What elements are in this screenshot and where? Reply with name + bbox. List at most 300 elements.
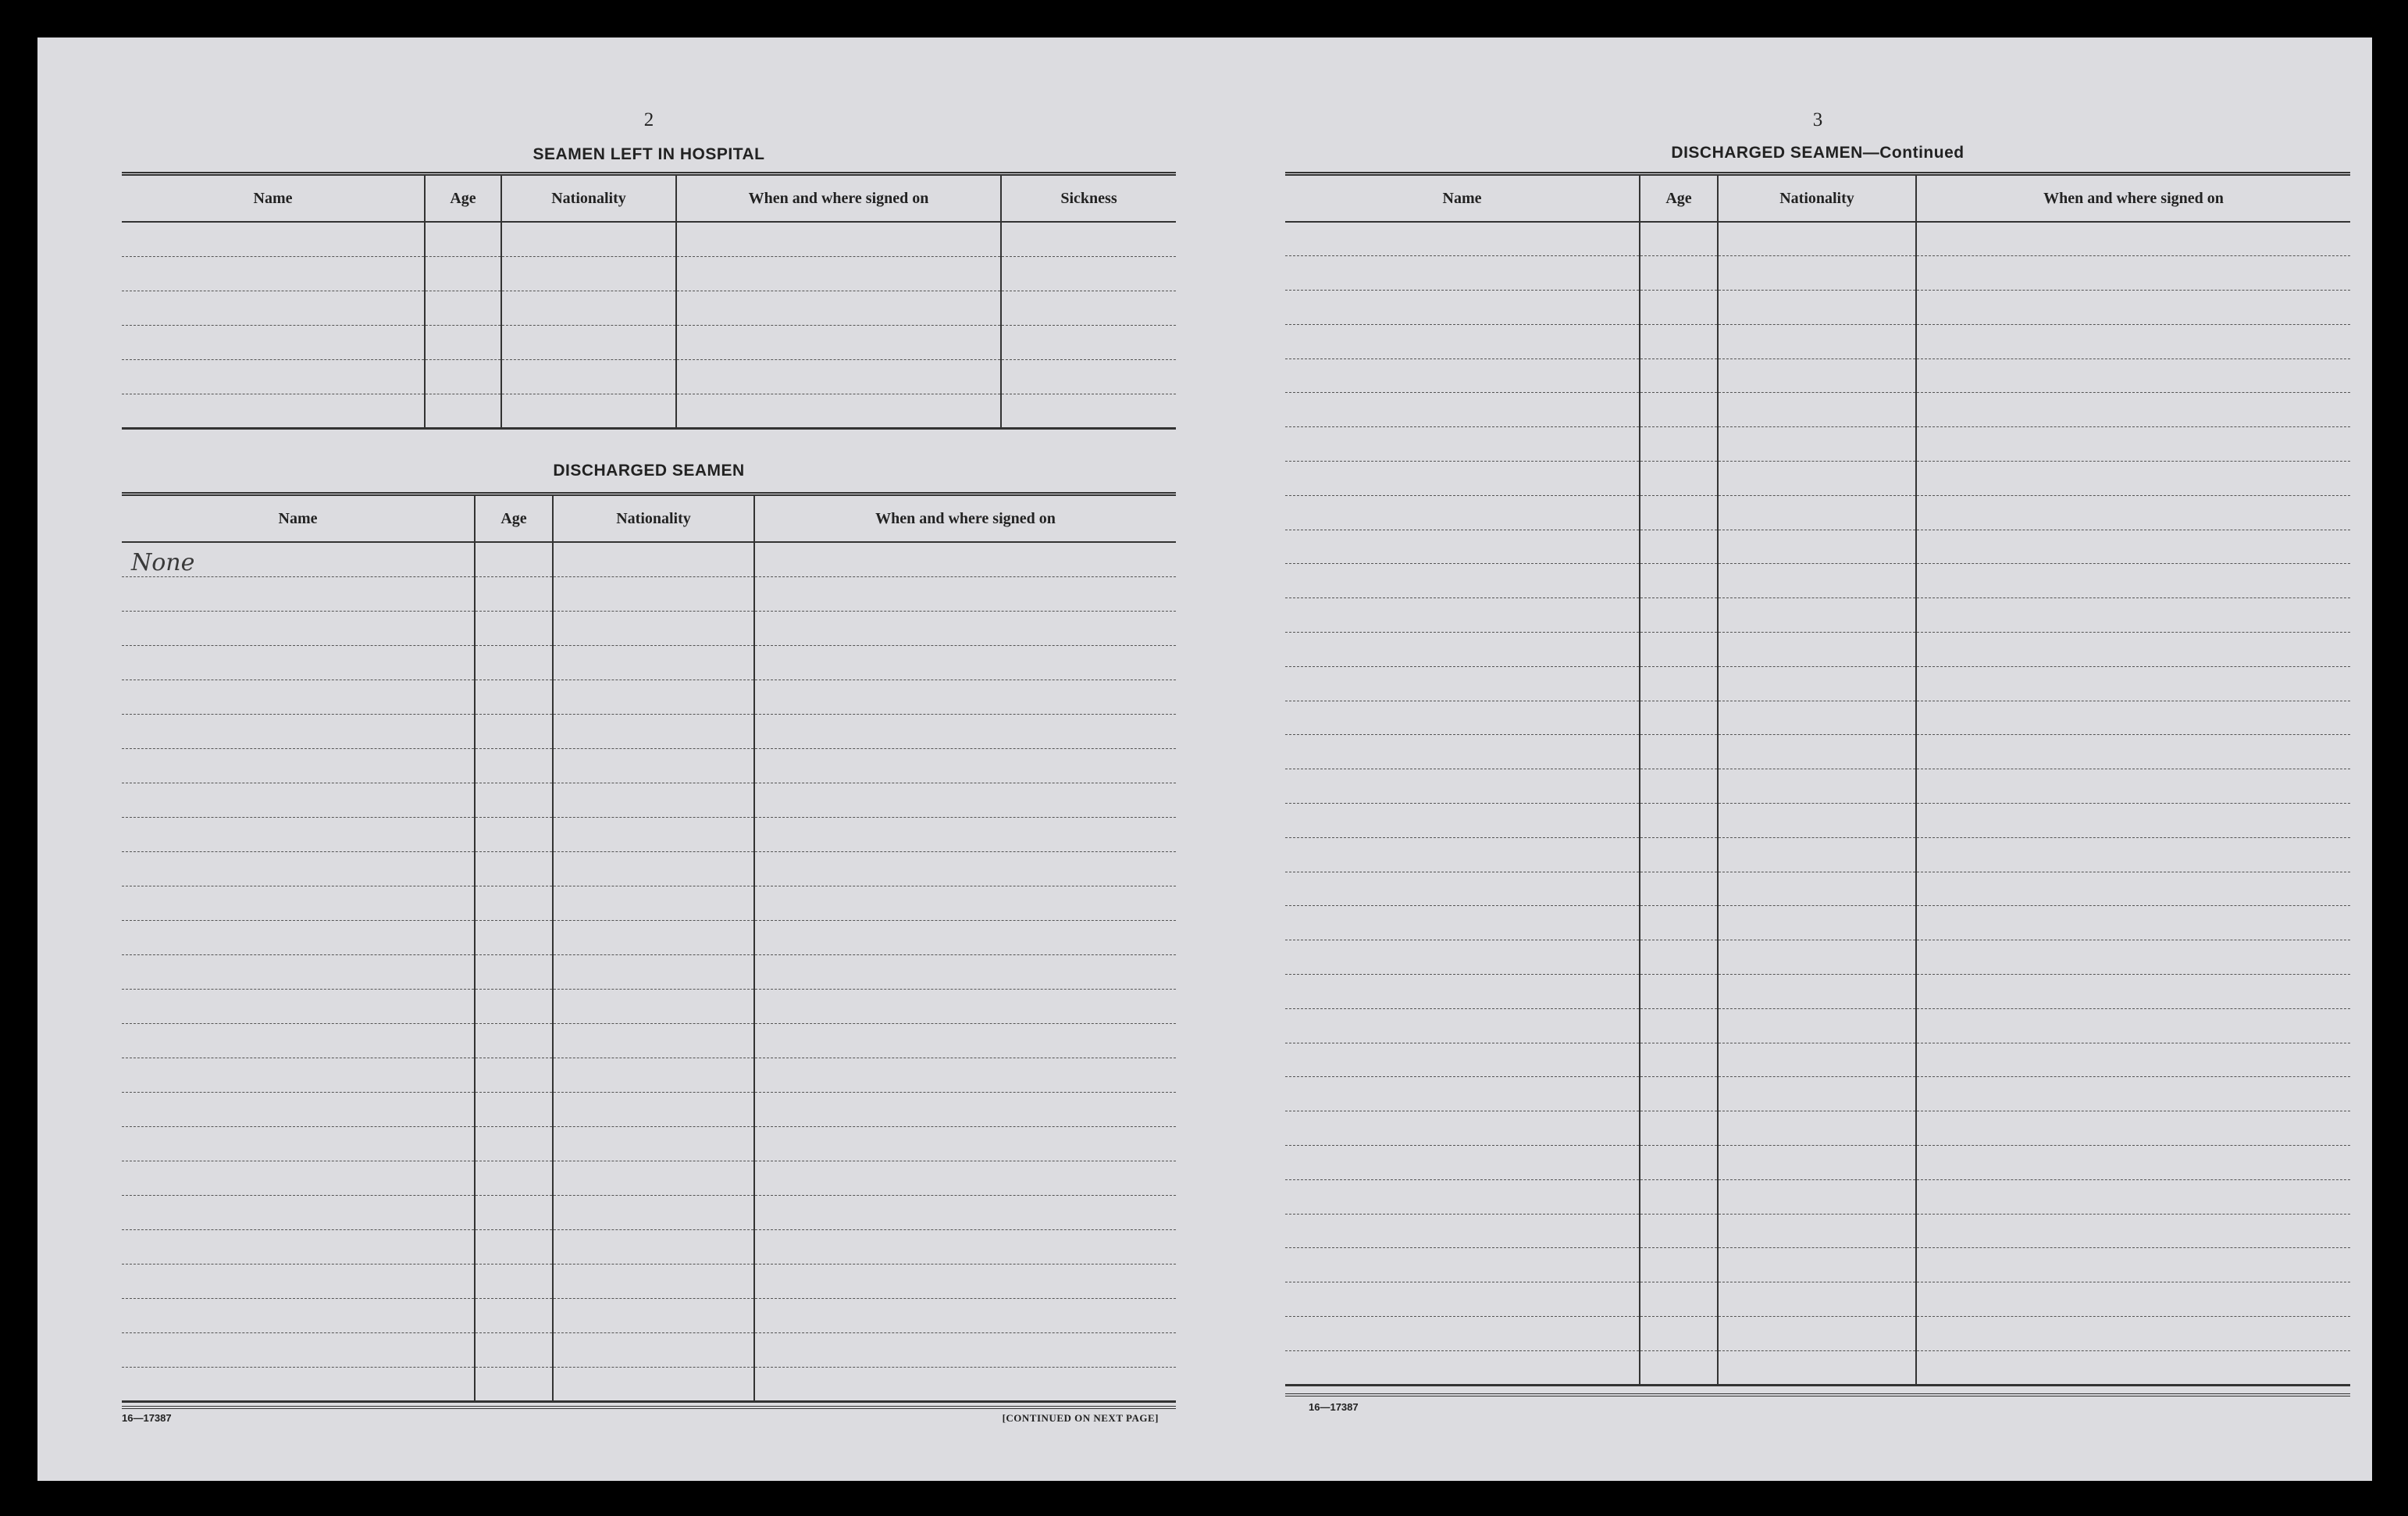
table-row [122, 1161, 1176, 1195]
table-cell [122, 1023, 475, 1058]
table-cell [754, 1367, 1176, 1401]
table-cell [122, 256, 425, 291]
bottom-rule [122, 1406, 1176, 1409]
table-cell [122, 783, 475, 817]
table-cell [1640, 633, 1718, 667]
table-row [122, 1367, 1176, 1401]
table-cell [553, 714, 754, 748]
table-cell [1916, 462, 2350, 496]
table-row [1285, 358, 2350, 393]
table-cell [1718, 975, 1916, 1009]
table-cell [1916, 564, 2350, 598]
table-cell [1718, 666, 1916, 701]
table-row [1285, 1179, 2350, 1214]
table-row [122, 542, 1176, 576]
column-header: Sickness [1001, 174, 1176, 223]
table-cell [1285, 666, 1640, 701]
table-cell [1640, 804, 1718, 838]
table-row [1285, 598, 2350, 633]
table-cell [475, 1195, 553, 1229]
table-cell [1640, 495, 1718, 530]
table-cell [122, 1367, 475, 1401]
table-row [1285, 666, 2350, 701]
table-cell [1001, 394, 1176, 428]
table-cell [475, 1264, 553, 1298]
form-code: 16—17387 [1309, 1401, 1359, 1413]
table-cell [1285, 222, 1640, 256]
table-cell [1285, 804, 1640, 838]
table-cell [475, 645, 553, 680]
table-cell [1640, 256, 1718, 291]
table-cell [475, 783, 553, 817]
table-cell [1285, 462, 1640, 496]
table-cell [1640, 1282, 1718, 1317]
table-row [122, 989, 1176, 1023]
table-cell [1640, 530, 1718, 564]
table-cell [1718, 324, 1916, 358]
table-row [1285, 1146, 2350, 1180]
table-cell [122, 222, 425, 256]
table-cell [553, 886, 754, 920]
table-cell [122, 1229, 475, 1264]
table-cell [475, 611, 553, 645]
table-cell [1718, 735, 1916, 769]
table-cell [754, 954, 1176, 989]
table-cell [1916, 222, 2350, 256]
table-cell [1285, 1008, 1640, 1043]
table-cell [1718, 633, 1916, 667]
table-cell [1285, 735, 1640, 769]
table-cell [1718, 1317, 1916, 1351]
table-row [1285, 427, 2350, 462]
table-row [122, 748, 1176, 783]
table-cell [475, 1092, 553, 1126]
table-cell [553, 783, 754, 817]
table-cell [1916, 358, 2350, 393]
table-cell [1001, 325, 1176, 359]
table-cell [1001, 359, 1176, 394]
table-cell [676, 394, 1001, 428]
table-cell [1916, 837, 2350, 872]
table-cell [1718, 769, 1916, 804]
table-row [122, 851, 1176, 886]
table-cell [475, 1298, 553, 1332]
table-row [122, 1332, 1176, 1367]
discharged-seamen-table [122, 492, 1176, 1403]
table-row [122, 1264, 1176, 1298]
table-cell [1285, 564, 1640, 598]
table-cell [553, 1229, 754, 1264]
table-cell [1916, 872, 2350, 906]
hospital-table [122, 172, 1176, 430]
table-cell [1640, 1248, 1718, 1282]
table-cell [1640, 1077, 1718, 1111]
table-cell [553, 851, 754, 886]
table-cell [122, 291, 425, 325]
table-cell [1718, 564, 1916, 598]
table-row [1285, 940, 2350, 975]
table-cell [754, 748, 1176, 783]
table-row [1285, 769, 2350, 804]
table-cell [475, 1332, 553, 1367]
table-row [1285, 1077, 2350, 1111]
table-cell [754, 1195, 1176, 1229]
table-cell [553, 1332, 754, 1367]
table-cell [754, 1161, 1176, 1195]
table-cell [1640, 1111, 1718, 1146]
table-cell [122, 576, 475, 611]
table-cell [1640, 564, 1718, 598]
table-cell [1285, 324, 1640, 358]
table-cell [553, 817, 754, 851]
table-cell [1718, 940, 1916, 975]
table-row [1285, 804, 2350, 838]
table-cell [1916, 1111, 2350, 1146]
table-cell [1718, 1350, 1916, 1385]
table-row [1285, 837, 2350, 872]
table-row [1285, 1248, 2350, 1282]
table-cell [553, 611, 754, 645]
table-cell [1285, 872, 1640, 906]
table-cell [1285, 1179, 1640, 1214]
table-row [122, 394, 1176, 428]
table-cell [475, 851, 553, 886]
table-cell [1640, 222, 1718, 256]
table-cell [1285, 701, 1640, 735]
table-cell [553, 1023, 754, 1058]
table-row [1285, 564, 2350, 598]
table-cell [1640, 393, 1718, 427]
table-cell [1640, 1146, 1718, 1180]
page-number: 3 [1812, 109, 1823, 130]
table-cell [1285, 1248, 1640, 1282]
table-cell [1718, 427, 1916, 462]
table-cell [1916, 975, 2350, 1009]
table-cell [1285, 291, 1640, 325]
table-cell [475, 1161, 553, 1195]
table-cell [1916, 1179, 2350, 1214]
table-cell [122, 1332, 475, 1367]
table-cell [122, 748, 475, 783]
table-cell [501, 256, 676, 291]
table-cell [754, 1058, 1176, 1092]
table-cell [501, 325, 676, 359]
table-cell [553, 1126, 754, 1161]
table-cell [1718, 598, 1916, 633]
table-cell [1285, 393, 1640, 427]
table-cell [1916, 804, 2350, 838]
table-cell [475, 920, 553, 954]
table-cell [475, 1023, 553, 1058]
table-cell [754, 783, 1176, 817]
table-cell [1718, 256, 1916, 291]
table-cell [122, 886, 475, 920]
table-row [122, 1195, 1176, 1229]
table-cell [122, 325, 425, 359]
table-cell [754, 1229, 1176, 1264]
table-cell [1718, 291, 1916, 325]
table-cell [1640, 358, 1718, 393]
table-cell [1916, 769, 2350, 804]
table-cell [1718, 462, 1916, 496]
table-cell [1640, 1317, 1718, 1351]
table-cell [1640, 1179, 1718, 1214]
table-cell [475, 954, 553, 989]
table-cell [1285, 1077, 1640, 1111]
table-cell [1718, 804, 1916, 838]
table-cell [1916, 291, 2350, 325]
table-row [1285, 1008, 2350, 1043]
table-cell [475, 1367, 553, 1401]
table-row [122, 954, 1176, 989]
table-cell [1640, 1214, 1718, 1248]
table-row [1285, 222, 2350, 256]
table-cell [1285, 940, 1640, 975]
table-row [1285, 324, 2350, 358]
table-row [122, 1298, 1176, 1332]
table-cell [1718, 1282, 1916, 1317]
table-row [1285, 256, 2350, 291]
table-cell [1718, 495, 1916, 530]
table-row [1285, 1043, 2350, 1077]
table-row [122, 256, 1176, 291]
table-row [122, 291, 1176, 325]
table-cell [122, 680, 475, 714]
table-cell [501, 359, 676, 394]
table-cell [475, 1229, 553, 1264]
table-cell [122, 542, 475, 576]
table-cell [553, 645, 754, 680]
table-cell [425, 394, 501, 428]
page-number: 2 [643, 109, 654, 130]
column-header: Nationality [553, 494, 754, 543]
table-cell [122, 989, 475, 1023]
table-cell [676, 256, 1001, 291]
table-cell [1718, 222, 1916, 256]
table-cell [553, 680, 754, 714]
title-suffix: —Continued [1862, 144, 1965, 162]
discharged-section-title: DISCHARGED SEAMEN [553, 462, 745, 480]
table-cell [1718, 906, 1916, 940]
form-code: 16—17387 [122, 1412, 172, 1424]
table-cell [122, 714, 475, 748]
table-cell [1718, 393, 1916, 427]
table-cell [122, 1298, 475, 1332]
table-cell [122, 1161, 475, 1195]
table-cell [1718, 701, 1916, 735]
table-cell [553, 1264, 754, 1298]
table-row [122, 1023, 1176, 1058]
table-row [1285, 291, 2350, 325]
table-cell [1640, 598, 1718, 633]
table-cell [1916, 633, 2350, 667]
table-cell [1916, 1248, 2350, 1282]
table-row [1285, 633, 2350, 667]
table-cell [1916, 427, 2350, 462]
table-cell [475, 576, 553, 611]
table-cell [1916, 1282, 2350, 1317]
table-cell [1640, 1043, 1718, 1077]
table-row [1285, 495, 2350, 530]
table-cell [425, 222, 501, 256]
table-cell [1640, 462, 1718, 496]
hospital-section-title: SEAMEN LEFT IN HOSPITAL [533, 145, 765, 163]
table-cell [553, 1367, 754, 1401]
table-cell [475, 989, 553, 1023]
table-cell [425, 325, 501, 359]
table-cell [501, 222, 676, 256]
table-cell [1285, 1317, 1640, 1351]
table-cell [1640, 906, 1718, 940]
table-row [122, 1229, 1176, 1264]
table-cell [475, 748, 553, 783]
table-cell [1285, 1111, 1640, 1146]
table-cell [122, 1126, 475, 1161]
table-cell [1718, 1248, 1916, 1282]
table-cell [1916, 940, 2350, 975]
table-cell [1916, 530, 2350, 564]
table-cell [754, 1023, 1176, 1058]
table-row [1285, 1317, 2350, 1351]
table-cell [475, 886, 553, 920]
table-cell [754, 1298, 1176, 1332]
table-cell [501, 291, 676, 325]
table-cell [754, 542, 1176, 576]
table-cell [1640, 701, 1718, 735]
table-cell [475, 817, 553, 851]
table-cell [1916, 701, 2350, 735]
table-cell [122, 920, 475, 954]
right-page [1285, 37, 2350, 1481]
table-row [1285, 872, 2350, 906]
table-row [1285, 1282, 2350, 1317]
table-row [122, 920, 1176, 954]
table-cell [754, 989, 1176, 1023]
table-cell [1285, 358, 1640, 393]
table-cell [1718, 872, 1916, 906]
table-cell [475, 1058, 553, 1092]
table-cell [475, 714, 553, 748]
table-cell [475, 680, 553, 714]
table-cell [1285, 1043, 1640, 1077]
table-row [122, 645, 1176, 680]
table-cell [553, 989, 754, 1023]
table-cell [122, 611, 475, 645]
table-cell [1285, 1146, 1640, 1180]
table-cell [553, 1195, 754, 1229]
table-cell [553, 1092, 754, 1126]
table-cell [553, 954, 754, 989]
table-cell [475, 1126, 553, 1161]
table-row [1285, 975, 2350, 1009]
table-cell [1285, 256, 1640, 291]
table-cell [553, 1161, 754, 1195]
table-cell [1718, 530, 1916, 564]
table-cell [754, 611, 1176, 645]
table-cell [501, 394, 676, 428]
table-cell [1718, 1043, 1916, 1077]
table-cell [1640, 427, 1718, 462]
table-cell [122, 1195, 475, 1229]
table-cell [676, 359, 1001, 394]
table-row [122, 680, 1176, 714]
table-cell [1640, 1350, 1718, 1385]
table-row [1285, 1350, 2350, 1385]
table-row [1285, 462, 2350, 496]
table-cell [1916, 1317, 2350, 1351]
discharged-continued-title [1285, 144, 2350, 162]
continued-note: [CONTINUED ON NEXT PAGE] [1002, 1412, 1159, 1424]
table-cell [1718, 1111, 1916, 1146]
table-cell [1285, 530, 1640, 564]
table-cell [1718, 1179, 1916, 1214]
bottom-rule [1285, 1393, 2350, 1397]
table-cell [1640, 769, 1718, 804]
table-cell [1718, 1214, 1916, 1248]
table-cell [754, 714, 1176, 748]
table-cell [122, 359, 425, 394]
table-cell [1640, 324, 1718, 358]
table-cell [122, 817, 475, 851]
table-row [122, 359, 1176, 394]
table-cell [122, 1092, 475, 1126]
table-cell [1285, 633, 1640, 667]
column-header: When and where signed on [1916, 174, 2350, 223]
table-cell [425, 291, 501, 325]
table-cell [1718, 837, 1916, 872]
discharged-seamen-continued-table [1285, 172, 2350, 1386]
table-cell [122, 394, 425, 428]
table-cell [1285, 1214, 1640, 1248]
table-cell [1916, 393, 2350, 427]
table-cell [1916, 735, 2350, 769]
column-header: Nationality [501, 174, 676, 223]
table-cell [1285, 1350, 1640, 1385]
table-row [1285, 735, 2350, 769]
table-cell [1916, 495, 2350, 530]
table-cell [754, 1264, 1176, 1298]
table-row [1285, 701, 2350, 735]
table-row [122, 1126, 1176, 1161]
column-header: Name [122, 174, 425, 223]
table-cell [1001, 291, 1176, 325]
table-cell [676, 222, 1001, 256]
table-cell [1916, 324, 2350, 358]
table-cell [1001, 222, 1176, 256]
table-cell [1285, 1282, 1640, 1317]
document-sheet [37, 37, 2372, 1481]
table-cell [1916, 1146, 2350, 1180]
table-row [122, 1058, 1176, 1092]
table-cell [1640, 975, 1718, 1009]
table-row [1285, 393, 2350, 427]
table-cell [1285, 495, 1640, 530]
table-cell [1640, 735, 1718, 769]
table-cell [1916, 256, 2350, 291]
table-row [122, 576, 1176, 611]
table-cell [754, 1332, 1176, 1367]
table-cell [754, 851, 1176, 886]
table-row [122, 886, 1176, 920]
table-cell [676, 291, 1001, 325]
table-row [1285, 906, 2350, 940]
table-cell [1718, 358, 1916, 393]
table-cell [1640, 1008, 1718, 1043]
table-cell [122, 645, 475, 680]
table-row [1285, 1111, 2350, 1146]
table-cell [754, 576, 1176, 611]
title-main: DISCHARGED SEAMEN [1671, 144, 1863, 162]
